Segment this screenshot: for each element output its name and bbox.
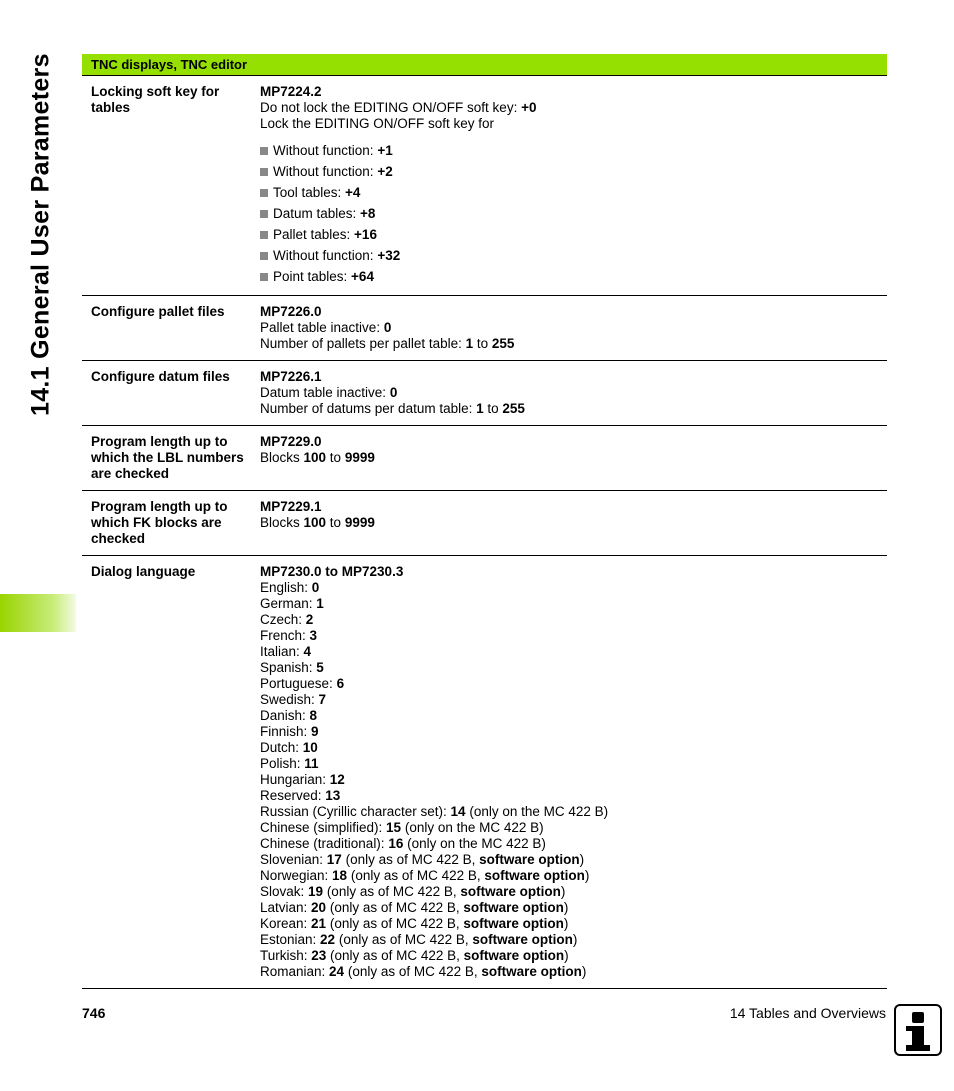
value-text: software option bbox=[463, 916, 564, 931]
description-line bbox=[260, 628, 887, 644]
value-text: 21 bbox=[311, 916, 327, 931]
text-segment: Latvian: bbox=[260, 900, 312, 915]
text-segment: Turkish: bbox=[260, 948, 312, 963]
description-line bbox=[260, 401, 887, 417]
text-segment: Blocks bbox=[260, 515, 304, 530]
page-number: 746 bbox=[82, 1005, 106, 1021]
value-text: +1 bbox=[377, 143, 393, 158]
description-line bbox=[260, 100, 887, 116]
value-text: 0 bbox=[311, 580, 320, 595]
value-text: 0 bbox=[383, 320, 392, 335]
table-row bbox=[82, 556, 887, 989]
text-segment: Do not lock the EDITING ON/OFF soft key: bbox=[260, 100, 522, 115]
value-text: software option bbox=[463, 948, 565, 963]
value-text: 0 bbox=[389, 385, 398, 400]
value-text: +0 bbox=[521, 100, 537, 115]
text-segment: English: bbox=[260, 580, 312, 595]
parameter-label: Program length up to which FK blocks are checked bbox=[91, 499, 228, 546]
list-item bbox=[260, 161, 887, 182]
value-text: 19 bbox=[308, 884, 324, 899]
text-segment: to bbox=[326, 515, 345, 530]
list-item bbox=[260, 266, 887, 287]
value-text: 16 bbox=[388, 836, 404, 851]
description-line bbox=[260, 644, 887, 660]
machine-parameter-id: MP7230.0 to MP7230.3 bbox=[260, 564, 404, 579]
value-text: 9999 bbox=[344, 450, 375, 465]
table-row bbox=[82, 426, 887, 491]
text-segment: (only on the MC 422 B) bbox=[403, 836, 546, 851]
square-bullet-icon bbox=[260, 147, 268, 155]
text-segment: Norwegian: bbox=[260, 868, 333, 883]
value-text: 15 bbox=[386, 820, 402, 835]
square-bullet-icon bbox=[260, 273, 268, 281]
value-text: software option bbox=[460, 884, 561, 899]
parameter-table bbox=[82, 54, 887, 989]
description-line bbox=[260, 612, 887, 628]
description-line bbox=[260, 868, 887, 884]
parameter-label: Locking soft key for tables bbox=[91, 84, 220, 115]
list-item bbox=[260, 182, 887, 203]
parameter-description bbox=[260, 304, 887, 352]
description-line bbox=[260, 116, 887, 132]
text-segment: Datum tables: bbox=[273, 206, 361, 221]
text-segment: ) bbox=[584, 868, 590, 883]
parameter-label: Configure datum files bbox=[91, 369, 230, 384]
description-line bbox=[260, 724, 887, 740]
value-text: 24 bbox=[329, 964, 345, 979]
text-segment: Korean: bbox=[260, 916, 312, 931]
value-text: software option bbox=[481, 964, 582, 979]
value-text: software option bbox=[484, 868, 585, 883]
text-segment: Swedish: bbox=[260, 692, 319, 707]
description-line bbox=[260, 916, 887, 932]
text-segment: ) bbox=[579, 852, 585, 867]
description-line bbox=[260, 964, 887, 980]
text-segment: (only as of MC 422 B, bbox=[326, 900, 464, 915]
text-segment: (only as of MC 422 B, bbox=[335, 932, 473, 947]
text-segment: to bbox=[473, 336, 492, 351]
description-line bbox=[260, 852, 887, 868]
text-segment: Portuguese: bbox=[260, 676, 337, 691]
description-line bbox=[260, 320, 887, 336]
list-item bbox=[260, 245, 887, 266]
table-body bbox=[82, 76, 887, 989]
description-line bbox=[260, 515, 887, 531]
text-segment: (only as of MC 422 B, bbox=[341, 852, 480, 867]
description-line bbox=[260, 820, 887, 836]
text-segment: Danish: bbox=[260, 708, 310, 723]
description-line bbox=[260, 660, 887, 676]
text-segment: (only as of MC 422 B, bbox=[347, 868, 485, 883]
value-text: 1 bbox=[465, 336, 474, 351]
square-bullet-icon bbox=[260, 252, 268, 260]
text-segment: Blocks bbox=[260, 450, 304, 465]
value-text: 100 bbox=[303, 450, 327, 465]
description-line bbox=[260, 932, 887, 948]
machine-parameter-id: MP7226.0 bbox=[260, 304, 322, 319]
value-text: 1 bbox=[476, 401, 484, 416]
list-item bbox=[260, 203, 887, 224]
description-line bbox=[260, 804, 887, 820]
description-line bbox=[260, 385, 887, 401]
text-segment: (only as of MC 422 B, bbox=[344, 964, 482, 979]
value-text: 18 bbox=[332, 868, 348, 883]
description-line bbox=[260, 336, 887, 352]
value-text: 7 bbox=[318, 692, 327, 707]
text-segment: Number of datums per datum table: bbox=[260, 401, 477, 416]
text-segment: Pallet table inactive: bbox=[260, 320, 384, 335]
description-line bbox=[260, 948, 887, 964]
text-segment: ) bbox=[564, 948, 569, 963]
value-text: +4 bbox=[345, 185, 361, 200]
text-segment: Slovak: bbox=[260, 884, 309, 899]
list-item bbox=[260, 224, 887, 245]
value-text: 2 bbox=[305, 612, 314, 627]
text-segment: Number of pallets per pallet table: bbox=[260, 336, 466, 351]
text-segment: Without function: bbox=[273, 164, 378, 179]
square-bullet-icon bbox=[260, 210, 268, 218]
list-item bbox=[260, 140, 887, 161]
machine-parameter-id: MP7229.0 bbox=[260, 434, 322, 449]
text-segment: Pallet tables: bbox=[273, 227, 355, 242]
text-segment: Estonian: bbox=[260, 932, 321, 947]
value-text: 12 bbox=[329, 772, 345, 787]
value-text: 255 bbox=[502, 401, 525, 416]
machine-parameter-id: MP7226.1 bbox=[260, 369, 322, 384]
text-segment: Russian (Cyrillic character set): bbox=[260, 804, 451, 819]
text-segment: (only as of MC 422 B, bbox=[323, 884, 461, 899]
value-text: 22 bbox=[320, 932, 336, 947]
text-segment: (only as of MC 422 B, bbox=[326, 948, 464, 963]
table-header: TNC displays, TNC editor bbox=[82, 54, 887, 76]
description-line bbox=[260, 900, 887, 916]
text-segment: Dutch: bbox=[260, 740, 303, 755]
machine-parameter-id: MP7224.2 bbox=[260, 84, 322, 99]
value-text: software option bbox=[472, 932, 573, 947]
description-line bbox=[260, 596, 887, 612]
text-segment: Polish: bbox=[260, 756, 305, 771]
description-line bbox=[260, 708, 887, 724]
chapter-side-title: 14.1 General User Parameters bbox=[26, 53, 55, 417]
value-text: 17 bbox=[326, 852, 342, 867]
text-segment: German: bbox=[260, 596, 317, 611]
value-text: 14 bbox=[450, 804, 466, 819]
bullet-list bbox=[260, 140, 887, 287]
text-segment: Datum table inactive: bbox=[260, 385, 390, 400]
parameter-label: Program length up to which the LBL numbers are checked bbox=[91, 434, 244, 481]
value-text: +2 bbox=[377, 164, 393, 179]
value-text: 6 bbox=[336, 676, 345, 691]
table-row bbox=[82, 76, 887, 296]
description-line bbox=[260, 676, 887, 692]
value-text: +64 bbox=[351, 269, 374, 284]
text-segment: Lock the EDITING ON/OFF soft key for bbox=[260, 116, 495, 131]
text-segment: Slovenian: bbox=[260, 852, 327, 867]
parameter-description bbox=[260, 564, 887, 980]
square-bullet-icon bbox=[260, 168, 268, 176]
text-segment: Point tables: bbox=[273, 269, 352, 284]
value-text: 8 bbox=[309, 708, 318, 723]
text-segment: Reserved: bbox=[260, 788, 326, 803]
text-segment: to bbox=[483, 401, 503, 416]
value-text: 10 bbox=[302, 740, 318, 755]
value-text: +32 bbox=[377, 248, 401, 263]
parameter-label: Configure pallet files bbox=[91, 304, 225, 319]
value-text: +16 bbox=[354, 227, 377, 242]
value-text: 3 bbox=[309, 628, 318, 643]
value-text: 100 bbox=[303, 515, 327, 530]
description-line bbox=[260, 772, 887, 788]
description-line bbox=[260, 692, 887, 708]
text-segment: Without function: bbox=[273, 143, 378, 158]
value-text: 9 bbox=[311, 724, 319, 739]
text-segment: Chinese (traditional): bbox=[260, 836, 389, 851]
description-line bbox=[260, 450, 887, 466]
parameter-description bbox=[260, 499, 887, 547]
square-bullet-icon bbox=[260, 189, 268, 197]
description-line bbox=[260, 580, 887, 596]
value-text: 9999 bbox=[344, 515, 375, 530]
text-segment: ) bbox=[563, 900, 569, 915]
value-text: 23 bbox=[311, 948, 327, 963]
text-segment: ) bbox=[581, 964, 587, 979]
value-text: 11 bbox=[304, 756, 319, 771]
value-text: 1 bbox=[316, 596, 324, 611]
description-line bbox=[260, 756, 887, 772]
parameter-description bbox=[260, 369, 887, 417]
text-segment: Romanian: bbox=[260, 964, 330, 979]
value-text: 13 bbox=[325, 788, 341, 803]
description-line bbox=[260, 836, 887, 852]
text-segment: Spanish: bbox=[260, 660, 317, 675]
square-bullet-icon bbox=[260, 231, 268, 239]
text-segment: Tool tables: bbox=[273, 185, 346, 200]
table-row bbox=[82, 361, 887, 426]
info-icon bbox=[894, 1004, 942, 1056]
footer-chapter: 14 Tables and Overviews bbox=[729, 1005, 886, 1021]
text-segment: to bbox=[326, 450, 345, 465]
machine-parameter-id: MP7229.1 bbox=[260, 499, 322, 514]
text-segment: Finnish: bbox=[260, 724, 312, 739]
description-line bbox=[260, 740, 887, 756]
table-row bbox=[82, 491, 887, 556]
text-segment: Without function: bbox=[273, 248, 378, 263]
description-line bbox=[260, 788, 887, 804]
parameter-description bbox=[260, 434, 887, 482]
text-segment: French: bbox=[260, 628, 310, 643]
value-text: software option bbox=[479, 852, 580, 867]
value-text: 5 bbox=[316, 660, 324, 675]
text-segment: (only on the MC 422 B) bbox=[401, 820, 544, 835]
parameter-description bbox=[260, 84, 887, 287]
text-segment: ) bbox=[560, 884, 566, 899]
text-segment: Hungarian: bbox=[260, 772, 330, 787]
chapter-tab-marker bbox=[0, 594, 76, 632]
text-segment: ) bbox=[563, 916, 569, 931]
value-text: software option bbox=[463, 900, 564, 915]
text-segment: (only as of MC 422 B, bbox=[326, 916, 464, 931]
text-segment: (only on the MC 422 B) bbox=[465, 804, 609, 819]
table-row bbox=[82, 296, 887, 361]
description-line bbox=[260, 884, 887, 900]
value-text: +8 bbox=[360, 206, 376, 221]
text-segment: Chinese (simplified): bbox=[260, 820, 387, 835]
text-segment: ) bbox=[572, 932, 578, 947]
parameter-label: Dialog language bbox=[91, 564, 196, 579]
value-text: 4 bbox=[303, 644, 312, 659]
text-segment: Czech: bbox=[260, 612, 306, 627]
text-segment: Italian: bbox=[260, 644, 304, 659]
value-text: 20 bbox=[311, 900, 327, 915]
value-text: 255 bbox=[491, 336, 515, 351]
